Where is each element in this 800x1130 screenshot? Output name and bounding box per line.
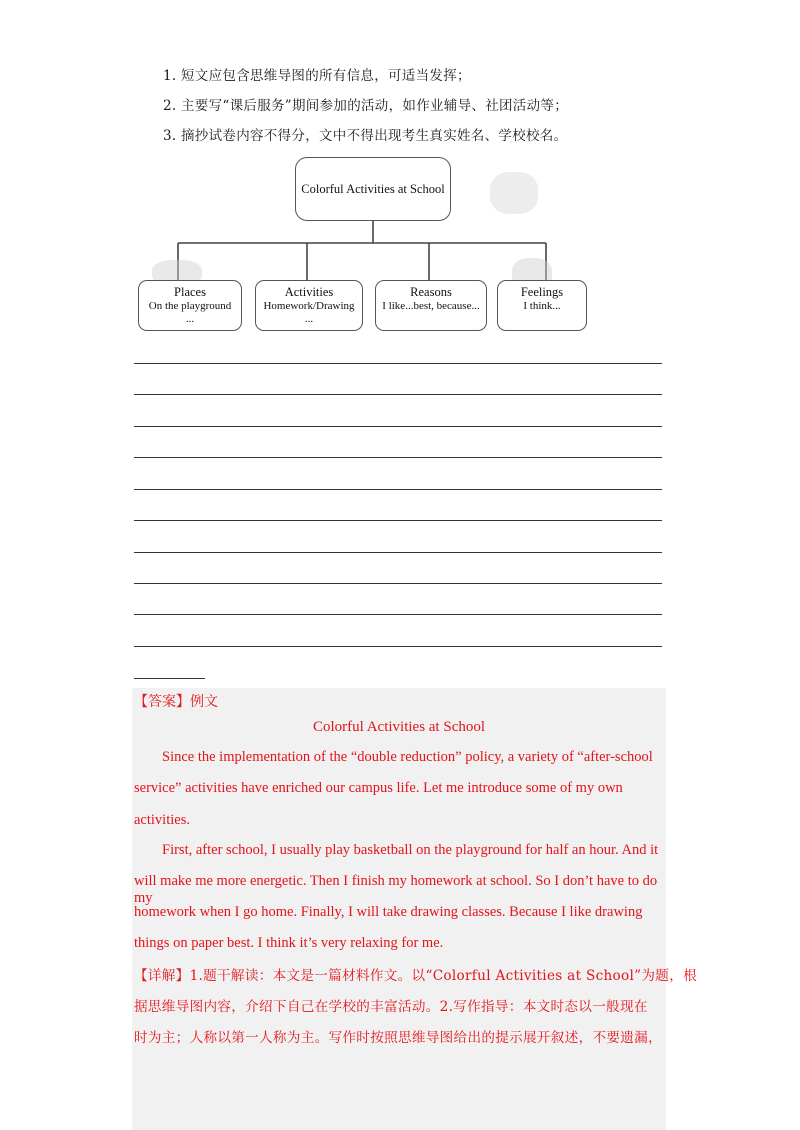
essay-line: First, after school, I usually play basketball on the playground for half an hour. And it <box>162 842 659 858</box>
writing-line[interactable] <box>134 394 662 395</box>
writing-line[interactable] <box>134 457 662 458</box>
writing-line[interactable] <box>134 583 662 584</box>
scan-stain <box>490 172 538 214</box>
detail-line: 时为主；人称以第一人称为主。写作时按照思维导图给出的提示展开叙述，不要遗漏， <box>134 1030 662 1046</box>
essay-line: homework when I go home. Finally, I will take drawing classes. Because I like drawing <box>134 904 643 920</box>
writing-line[interactable] <box>134 489 662 490</box>
writing-line[interactable] <box>134 552 662 553</box>
essay-line: activities. <box>134 812 190 828</box>
mindmap-node-places: Places On the playground ... <box>138 280 242 331</box>
writing-line[interactable] <box>134 426 662 427</box>
essay-line: things on paper best. I think it’s very relaxing for me. <box>134 935 444 951</box>
mindmap-root: Colorful Activities at School <box>295 157 451 221</box>
writing-line[interactable] <box>134 363 662 364</box>
essay-line: service” activities have enriched our campus life. Let me introduce some of my own <box>134 780 623 796</box>
writing-line[interactable] <box>134 614 662 615</box>
requirement-1: 1. 短文应包含思维导图的所有信息，可适当发挥； <box>163 68 471 84</box>
answer-label: 【答案】例文 <box>134 694 218 710</box>
short-writing-line[interactable] <box>134 678 205 679</box>
mindmap-node-feelings: Feelings I think... <box>497 280 587 331</box>
mindmap-node-reasons: Reasons I like...best, because... <box>375 280 487 331</box>
essay-title: Colorful Activities at School <box>312 719 486 735</box>
writing-line[interactable] <box>134 520 662 521</box>
essay-line: Since the implementation of the “double reduction” policy, a variety of “after-school <box>162 749 653 765</box>
detail-line: 【详解】1.题干解读：本文是一篇材料作文。以“Colorful Activities at School”为题，根 <box>134 968 697 984</box>
writing-line[interactable] <box>134 646 662 647</box>
mindmap-node-activities: Activities Homework/Drawing ... <box>255 280 363 331</box>
requirement-2: 2. 主要写“课后服务”期间参加的活动，如作业辅导、社团活动等； <box>163 98 569 114</box>
requirement-3: 3. 摘抄试卷内容不得分，文中不得出现考生真实姓名、学校校名。 <box>163 128 568 144</box>
detail-line: 据思维导图内容，介绍下自己在学校的丰富活动。2.写作指导：本文时态以一般现在 <box>134 999 648 1015</box>
essay-line: will make me more energetic. Then I finish my homework at school. So I don’t have to do my <box>134 873 658 906</box>
